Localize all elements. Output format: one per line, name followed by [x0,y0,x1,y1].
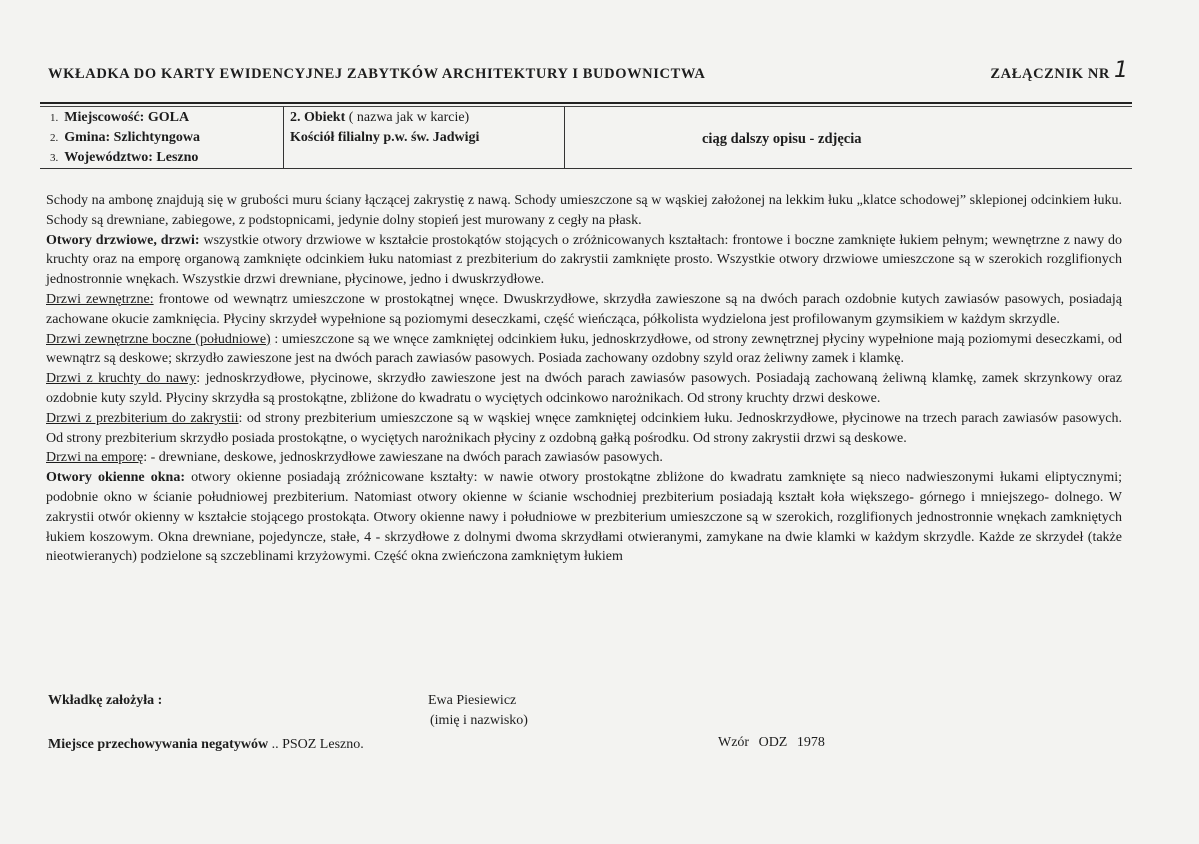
paragraph-text: : jednoskrzydłowe, płycinowe, skrzydło zawieszone jest na dwóch parach zawiasów pasowych. Posiadają zachowaną żeliwną klamkę, zamek skrzynkowy oraz ozdobnie kuty szyld. Płyciny skrzydła są prostokątne, zbliżone do kwadratu o wyciętych odcinkowo narożnikach. Od strony kruchty drzwi deskowe. [46,371,1122,406]
info-table [40,107,1132,168]
author-name: Ewa Piesiewicz [428,693,517,708]
paragraph-lead: Drzwi na emporę [46,450,144,466]
paragraph-text: frontowe od wewnątrz umieszczone w prostokątnej wnęce. Dwuskrzydłowe, skrzydła zawieszone są na dwóch parach ozdobnie kutych zawiasów pasowych, posiadają zachowane okucie zamknięcia. Płyciny skrzydeł wypełnione są poziomymi deseczkami, część wieńcząca, półkolista wydzielona jest profilowanym gzymsikiem w każdym skrzydle. [46,291,1122,327]
paragraph-text: Schody na ambonę znajdują się w grubości muru ściany łączącej zakrystię z nawą. Schody umieszczone są w wąskiej założonej na lekkim łuku „klatce schodowej” sklepionej odcinkiem łuku. Schody są drewniane, zabiegowe, z podstopnicami, jedynie dolny stopień jest murowany z cegły na płask. [46,193,1122,228]
author-caption: (imię i nazwisko) [430,713,528,728]
object-label-line [290,110,469,126]
header-rule [40,102,1132,104]
municipality-line [50,130,200,146]
row-number: 3. [50,152,59,164]
insert-label: Wkładkę założyła : [48,693,163,708]
continuation-cell [565,107,1132,168]
voivodeship: Województwo: Leszno [64,150,199,165]
description-body [46,191,1122,567]
locality: Miejscowość: GOLA [64,110,190,125]
paragraph-side-doors [46,330,1122,370]
voivodeship-line [50,150,198,166]
object-name: Kościół filialny p.w. św. Jadwigi [290,130,480,145]
paragraph-door-openings [46,231,1122,290]
paragraph-porch-doors [46,369,1122,409]
document-title: WKŁADKA DO KARTY EWIDENCYJNEJ ZABYTKÓW ARCHITEKTURY I BUDOWNICTWA [48,66,706,82]
annex-label-group [990,58,1129,83]
object-label: 2. Obiekt [290,110,346,125]
info-bottom-rule [40,168,1132,169]
paragraph-lead: Drzwi z kruchty do nawy [46,371,197,387]
paragraph-text: : - drewniane, deskowe, jednoskrzydłowe zawieszane na dwóch parach zawiasów pasowych. [143,450,663,466]
paragraph-sacristy-doors [46,409,1122,449]
paragraph-lead: Drzwi zewnętrzne: [46,291,154,307]
paragraph-gallery-doors [46,448,1122,468]
row-number: 2. [50,132,59,144]
object-cell [284,107,565,168]
paragraph-external-doors [46,290,1122,330]
locality-line [50,110,189,126]
continuation-text: ciąg dalszy opisu - zdjęcia [702,131,862,147]
paragraph-lead: Drzwi z prezbiterium do zakrystii [46,410,239,426]
negatives-line [48,737,364,753]
paragraph-lead: Drzwi zewnętrzne boczne (południowe) [46,331,271,347]
paragraph-stairs [46,191,1122,231]
object-note: ( nazwa jak w karcie) [348,110,470,125]
paragraph-text: : od strony prezbiterium umieszczone są w wąskiej wnęce zamkniętej odcinkiem łuku. Jednoskrzydłowe, płycinowe na trzech parach zawiasów pasowych. Od strony prezbiterium skrzydło posiada prostokątne, o wyciętych narożnikach płyciny z ozdobną gałką pośrodku. Od strony zakrystii drzwi są deskowe. [46,410,1122,446]
paragraph-text: wszystkie otwory drzwiowe w kształcie prostokątów stojących o zróżnicowanych kształtach: frontowe i boczne zamknięte łukiem pełnym; wewnętrzne z nawy do kruchty oraz na emporę organową zamknięte odcinkiem łuku natomiast z prezbiterium do zakrystii zamknięte prosto. Wszystkie otwory drzwiowe umieszczone są w szerokich rozglifionych jednostronnie wnękach. Wszystkie drzwi drewniane, płycinowe, jedno i dwuskrzydłowe. [46,232,1122,288]
negatives-label: Miejsce przechowywania negatywów [48,737,269,752]
annex-number: 1 [1114,58,1129,83]
paragraph-lead: Otwory okienne okna: [46,470,185,486]
row-number: 1. [50,112,59,124]
paragraph-text: : umieszczone są we wnęce zamkniętej odcinkiem łuku, jednoskrzydłowe, od strony zewnętrznej płyciny wypełnione mają poziomymi deseczkami, od wewnątrz są deskowe; skrzydło zawieszone jest na dwóch parach zawiasów pasowych. Posiada zachowany ozdobny szyld oraz żeliwny zamek i klamkę. [46,331,1122,367]
annex-label: ZAŁĄCZNIK NR [990,66,1110,82]
municipality: Gmina: Szlichtyngowa [64,130,200,145]
paragraph-text: otwory okienne posiadają zróżnicowane kształty: w nawie otwory prostokątne zbliżone do kwadratu zamknięte są nieco nadwieszonymi łukami eliptycznymi; podobnie okno w ścianie południowej prezbiterium. Natomiast otwory okienne w ścianie wschodniej prezbiterium posiadają kształt koła większego- górnego i mniejszego- dolnego. W zakrystii otwór okienny w kształcie stojącego prostokąta. Otwory okienne nawy i południowe w prezbiterium umieszczone są w szerokich, rozglifionych jednostronnie wnękach zamkniętych łukiem koszowym. Okna drewniane, pojedyncze, stałe, 4 - skrzydłowe z dolnymi dwoma skrzydłami otwieranymi, zamykane na dwie klamki w każdym skrzydle. Każde ze skrzydeł (także nieotwieranych) podzielone są szczeblinami krzyżowymi. Część okna zwieńczona zamkniętym łukiem [46,470,1122,565]
paragraph-lead: Otwory drzwiowe, drzwi: [46,232,200,248]
paragraph-windows [46,468,1122,567]
location-cell [40,107,284,168]
template-version: Wzór ODZ 1978 [718,735,825,750]
negatives-value: .. PSOZ Leszno. [271,737,364,752]
